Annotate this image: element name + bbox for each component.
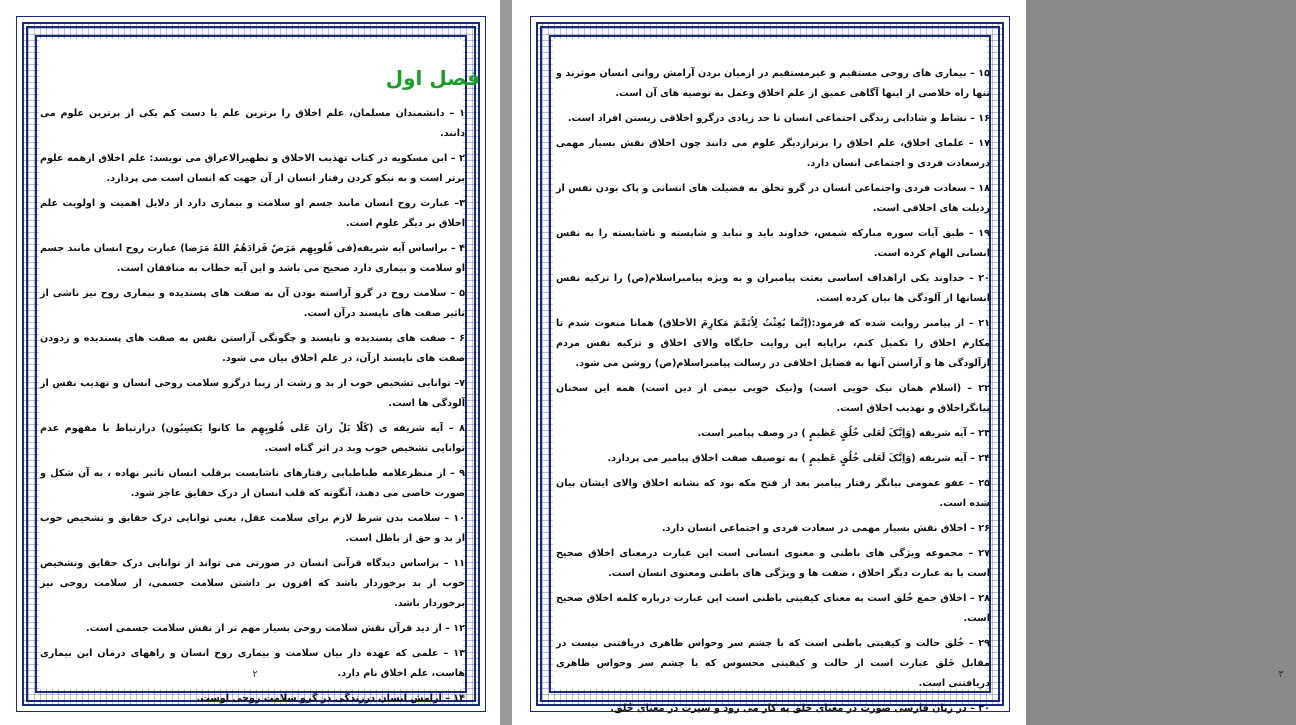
paragraph: ۲۳ – آیه شریفه (وَاِنَّکَ لَعَلی خُلُقٍ عَظیمٍ ) در وصف پیامبر است. <box>697 428 990 439</box>
paragraph: ۴ – براساس آیه شریفه(فی قُلوبِهِم مَرَضٌ فَزادَهُمُ اللهُ مَرَضا) عبارت روح انسان مانند جسم او سلامت و بیماری دارد صحیح می باشد و این آیه خطاب به منافقان است. <box>40 243 465 274</box>
paragraph: ۲۶ – اخلاق نقش بسیار مهمی در سعادت فردی و اجتماعی انسان دارد. <box>661 523 990 534</box>
paragraph: ۱۲ – از دید قرآن نقش سلامت روحی بسیار مهم تر از نقش سلامت جسمی است. <box>85 623 465 634</box>
paragraph: ۲ – ابن مسکویه در کتاب تهذیب الاخلاق و تطهیرالاعراق می نویسد: علم اخلاق ازهمه علوم برتر است و به نیکو کردن رفتار انسان از آن جهت که انسان است می پردازد. <box>40 153 465 184</box>
paragraph: ۱۰ – سلامت بدن شرط لازم برای سلامت عقل، یعنی توانایی درک حقایق و تشخیص خوب از بد و حق از باطل است. <box>40 513 465 544</box>
paragraph: ۱۱ – براساس دیدگاه قرآنی انسان در صورتی می تواند از توانایی درک حقایق وتشخیص خوب از بد برخوردار باشد که افزون بر داشتن سلامت جسمی، از سلامت روحی نیز برخوردار باشد. <box>40 558 465 609</box>
paragraph: ۱۹ – طبق آیات سوره مبارکه شمس، خداوند باید و نباید و شایسته و ناشایسته را به نفس انسانی الهام کرده است. <box>556 228 990 259</box>
paragraph: ۱۵ – بیماری های روحی مستقیم و غیرمستقیم در ازمیان بردن آرامش روانی انسان موثرند و تنها راه خلاصی از اینها آگاهی عمیق از علم اخلاق وعمل به توصیه های آن است. <box>556 68 990 99</box>
paragraph: ۲۷ – مجموعه ویژگی های باطنی و معنوی انسانی است این عبارت درمعنای اخلاق صحیح است یا به عبارت دیگر اخلاق ، صفت ها و ویژگی های باطنی ومعنوی انسان است. <box>556 548 990 579</box>
paragraph: ۱۷ – علمای اخلاق، علم اخلاق را برترازدیگر علوم می دانند چون اخلاق نقش بسیار مهمی درسعادت فردی و اجتماعی انسان دارد. <box>556 138 990 169</box>
paragraph: ۲۱ – از پیامبر روایت شده که فرمود:(اِنَّما بُعِثْتُ لِاُتَمِّمَ مَکارِمَ الاَخلاق) همانا مبعوث شدم تا مکارم اخلاق را تکمیل کنم، براپایه این روایت جایگاه والای اخلاق و تزکیه نفس مردم ازآلودگی ها و آراستن آنها به فضایل اخلاقی در رسالت پیامبراسلام(ص) روشن می شود. <box>556 318 990 369</box>
paragraph: ۸ – آیه شریفه ی (کَلّا بَلْ رانَ عَلی قُلوبِهِم ما کانوا یَکسِبُون) درارتباط با مفهوم عدم توانایی تشخیص خوب وبد در اثر گناه است. <box>40 423 465 454</box>
left-page-text <box>40 104 465 714</box>
paragraph: ۱۶ – نشاط و شادابی زندگی اجتماعی انسان تا حد زیادی درگرو اخلاقی زیستن افراد است. <box>567 113 990 124</box>
paragraph: ۵ – سلامت روح در گرو آراسته بودن آن به صفت های پسندیده و بیماری روح نیز ناشی از تاثیر صفت های ناپسند درآن است. <box>40 288 465 319</box>
paragraph: ۲۹ – خُلق حالت و کیفیتی باطنی است که با چشم سر وحواس ظاهری دریافتنی نیست در مقابل خَلق عبارت است از حالت و کیفیتی محسوس که با چشم سر وحواس ظاهری دریافتنی است. <box>556 638 990 689</box>
left-page-number: ۲ <box>252 669 258 680</box>
page-gap <box>500 0 512 725</box>
right-page-text <box>556 64 990 724</box>
paragraph: ۲۰ – خداوند یکی ازاهداف اساسی بعثت پیامبران و به ویژه پیامبراسلام(ص) را تزکیه نفس انسانها از آلودگی ها بیان کرده است. <box>556 273 990 304</box>
paragraph: ۱ – دانشمندان مسلمان، علم اخلاق را برترین علم یا دست کم یکی از برترین علوم می دانند. <box>40 108 465 139</box>
paragraph: ۲۴ – آیه شریفه (وَاِنَّکَ لَعَلی خُلُقٍ عَظیمٍ ) به توصیف صفت اخلاق پیامبر می پردازد. <box>607 453 990 464</box>
paragraph: ۲۲ – (اسلام همان نیک خویی است) و(نیک خویی نیمی از دین است) همه این سخنان بیانگراخلاق و تهذیب اخلاق است. <box>556 383 990 414</box>
right-page <box>512 0 1284 725</box>
paragraph: ۱۸ – سعادت فردی واجتماعی انسان در گرو تخلق به فضیلت های انسانی و پاک بودن نفس از رذیلت های اخلاقی است. <box>556 183 990 214</box>
paragraph: ۳۰ – در زبان فارسی صورت در معنای خَلق به کار می رود و سیرت در معنای خُلق. <box>610 703 990 714</box>
paragraph: ۶ – صفت های پسندیده و ناپسند و چگونگی آراستن نفس به صفت های پسندیده و زدودن صفت های ناپسند ازآن، در علم اخلاق بیان می شود. <box>40 333 465 364</box>
right-page-number: ۳ <box>1278 669 1284 680</box>
left-page <box>0 0 500 725</box>
paragraph: ۳– عبارت روح انسان مانند جسم او سلامت و بیماری دارد از دلایل اهمیت و اولویت علم اخلاق بر دیگر علوم است. <box>40 198 465 229</box>
paragraph: ۲۸ – اخلاق جمع خُلق است به معنای کیفیتی باطنی است این عبارت درباره کلمه اخلاق صحیح است. <box>556 593 990 624</box>
paragraph: ۱۳ – علمی که عهده دار بیان سلامت و بیماری روح انسان و راههای درمان این بیماری هاست، علم اخلاق نام دارد. <box>40 648 465 679</box>
paragraph: ۲۵ – عفو عمومی بیانگر رفتار پیامبر بعد از فتح مکه بود که نشانه اخلاق والای ایشان بیان شده است. <box>556 478 990 509</box>
paragraph: ۷– توانایی تشخیص خوب از بد و زشت از زیبا درگرو سلامت روحی انسان و تهذیب نفس از آلودگی ها است. <box>40 378 465 409</box>
chapter-title: فصل اول <box>385 66 480 90</box>
paragraph: ۱۴ – آرامش انسان درزندگی در گرو سلامت روحی اوست. <box>196 693 465 704</box>
paragraph: ۹ – از منظرعلامه طباطبایی رفتارهای ناشایست برقلب انسان تاثیر نهاده ، به آن شکل و صورت خاصی می دهند، آنگونه که قلب انسان از درک حقایق عاجز شود. <box>40 468 465 499</box>
